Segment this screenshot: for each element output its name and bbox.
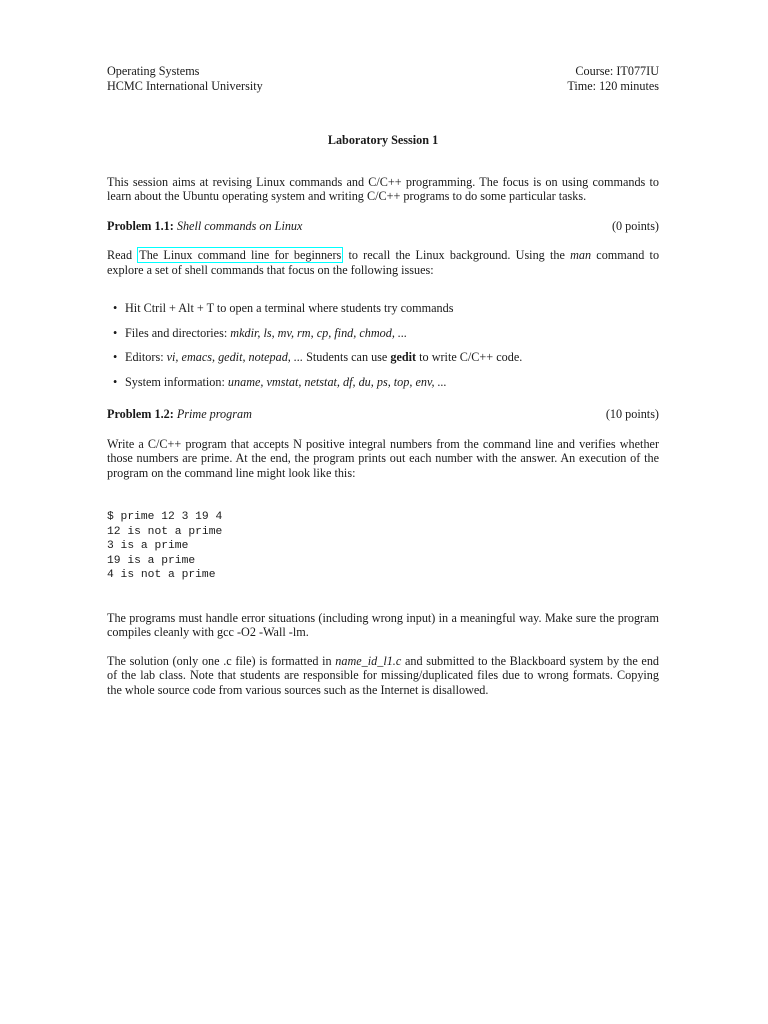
problem-1-points: (0 points): [611, 218, 659, 233]
list-item: • Editors: vi, emacs, gedit, notepad, ... Students can use gedit to write C/C++ code.: [125, 350, 659, 365]
header-right: [567, 64, 659, 93]
problem-2-heading: [107, 407, 659, 422]
man-word: man: [570, 248, 592, 262]
problem-2-points: (10 points): [605, 407, 659, 421]
problem-2-subtitle: Prime program: [176, 407, 252, 421]
document-title: Laboratory Session 1: [327, 133, 439, 147]
page-header: [107, 64, 659, 93]
document-page: [107, 64, 659, 697]
linux-command-line-link[interactable]: The Linux command line for beginners: [139, 248, 342, 262]
error-handling-paragraph: The programs must handle error situations (including wrong input) in a meaningful way. Make sure the program compiles cleanly with gcc -O2 -Wall -lm.: [107, 610, 659, 639]
list-item: • Files and directories: mkdir, ls, mv, rm, cp, find, chmod, ...: [125, 326, 659, 341]
solution-filename: name_id_l1.c: [335, 653, 402, 668]
course-name: Operating Systems: [107, 64, 200, 78]
problem-1-subtitle: Shell commands on Linux: [176, 218, 303, 233]
exam-time: Time: 120 minutes: [567, 78, 659, 93]
problem-1-heading: [107, 219, 659, 234]
problem-2-label: Problem 1.2:: [107, 407, 174, 421]
problem-1-label: Problem 1.1:: [107, 218, 174, 233]
course-code: Course: IT077IU: [575, 64, 659, 78]
list-item: • System information: uname, vmstat, netstat, df, du, ps, top, env, ...: [125, 375, 659, 390]
command-list: [107, 301, 659, 389]
problem-2-text: Write a C/C++ program that accepts N positive integral numbers from the command line and verifies whether those numbers are prime. At the end, the program prints out each number with the answer. An execution of the program on the command line might look like this:: [107, 436, 659, 480]
intro-paragraph: This session aims at revising Linux commands and C/C++ programming. The focus is on using commands to learn about the Ubuntu operating system and writing C/C++ programs to do some particular tasks.: [107, 174, 659, 203]
code-example: $ prime 12 3 19 4 12 is not a prime 3 is a prime 19 is a prime 4 is not a prime: [107, 511, 223, 581]
header-left: [107, 64, 263, 93]
list-item: • Hit Ctril + Alt + T to open a terminal where students try commands: [125, 301, 659, 316]
problem-1-text: Read The Linux command line for beginners to recall the Linux background. Using the man command to explore a set of shell commands that focus on the following issues:: [107, 248, 660, 277]
solution-paragraph: The solution (only one .c file) is formatted in name_id_l1.c and submitted to the Blackboard system by the end of the lab class. Note that students are responsible for missing/duplicated files due to wrong formats. Copying the whole source code from various sources such as the Internet is disallowed.: [107, 653, 660, 697]
university-name: HCMC International University: [107, 78, 263, 93]
